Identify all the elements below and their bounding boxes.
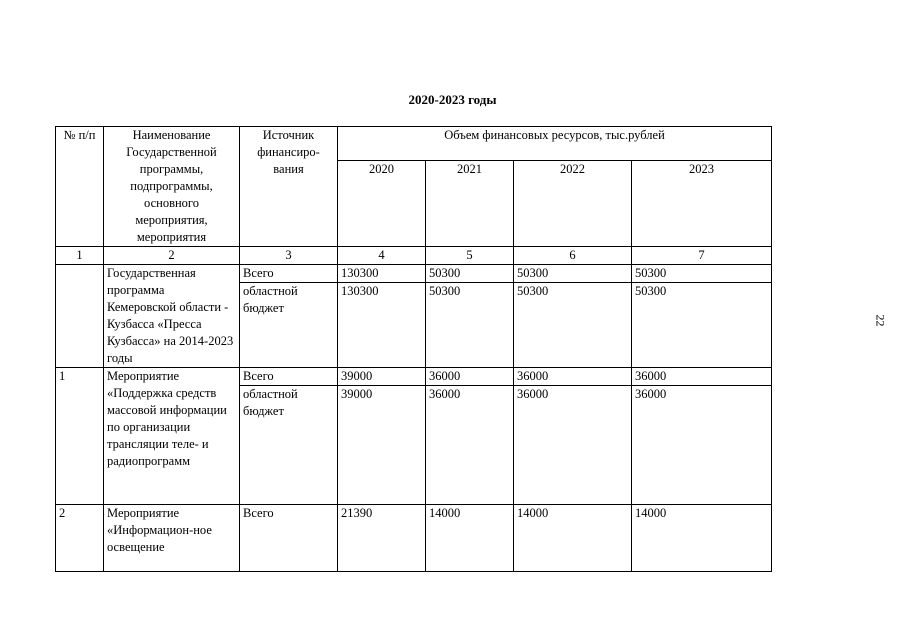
row-value: 39000 bbox=[338, 386, 426, 505]
table-row bbox=[56, 505, 772, 572]
row-name: Государственная программа Кемеровской области - Кузбасса «Пресса Кузбасса» на 2014-2023 годы bbox=[104, 265, 240, 368]
financing-table bbox=[55, 126, 772, 572]
header-year: 2020 bbox=[338, 161, 426, 247]
row-value: 36000 bbox=[514, 368, 632, 386]
row-source: Всего bbox=[240, 505, 338, 572]
header-num: № п/п bbox=[56, 127, 104, 247]
row-source: областной бюджет bbox=[240, 283, 338, 368]
column-number: 6 bbox=[514, 247, 632, 265]
header-name: Наименование Государственной программы, подпрограммы, основного мероприятия, мероприятия bbox=[104, 127, 240, 247]
row-value: 50300 bbox=[514, 283, 632, 368]
row-source: областной бюджет bbox=[240, 386, 338, 505]
column-number-row bbox=[56, 247, 772, 265]
row-value: 21390 bbox=[338, 505, 426, 572]
header-year: 2022 bbox=[514, 161, 632, 247]
page-title: 2020-2023 годы bbox=[408, 92, 497, 107]
row-value: 50300 bbox=[426, 265, 514, 283]
row-value: 130300 bbox=[338, 283, 426, 368]
table-row bbox=[56, 368, 772, 386]
row-source: Всего bbox=[240, 368, 338, 386]
page-number: 22 bbox=[873, 314, 888, 327]
row-num: 1 bbox=[56, 368, 104, 505]
column-number: 1 bbox=[56, 247, 104, 265]
row-value: 14000 bbox=[632, 505, 772, 572]
row-value: 50300 bbox=[632, 265, 772, 283]
column-number: 4 bbox=[338, 247, 426, 265]
header-year: 2021 bbox=[426, 161, 514, 247]
row-num bbox=[56, 265, 104, 368]
column-number: 2 bbox=[104, 247, 240, 265]
row-value: 36000 bbox=[426, 386, 514, 505]
row-value: 50300 bbox=[426, 283, 514, 368]
row-name: Мероприятие «Поддержка средств массовой информации по организации трансляции теле- и радиопрограмм bbox=[104, 368, 240, 505]
row-value: 130300 bbox=[338, 265, 426, 283]
row-value: 36000 bbox=[426, 368, 514, 386]
column-number: 3 bbox=[240, 247, 338, 265]
row-num: 2 bbox=[56, 505, 104, 572]
row-value: 36000 bbox=[514, 386, 632, 505]
row-value: 50300 bbox=[514, 265, 632, 283]
row-source: Всего bbox=[240, 265, 338, 283]
column-number: 5 bbox=[426, 247, 514, 265]
row-value: 36000 bbox=[632, 386, 772, 505]
row-value: 36000 bbox=[632, 368, 772, 386]
table-header-row bbox=[56, 127, 772, 161]
header-year: 2023 bbox=[632, 161, 772, 247]
header-source: Источник финансиро-вания bbox=[240, 127, 338, 247]
row-value: 50300 bbox=[632, 283, 772, 368]
row-name: Мероприятие «Информацион-ное освещение bbox=[104, 505, 240, 572]
row-value: 14000 bbox=[514, 505, 632, 572]
table-row bbox=[56, 265, 772, 283]
row-value: 14000 bbox=[426, 505, 514, 572]
column-number: 7 bbox=[632, 247, 772, 265]
row-value: 39000 bbox=[338, 368, 426, 386]
header-volume: Объем финансовых ресурсов, тыс.рублей bbox=[338, 127, 772, 161]
